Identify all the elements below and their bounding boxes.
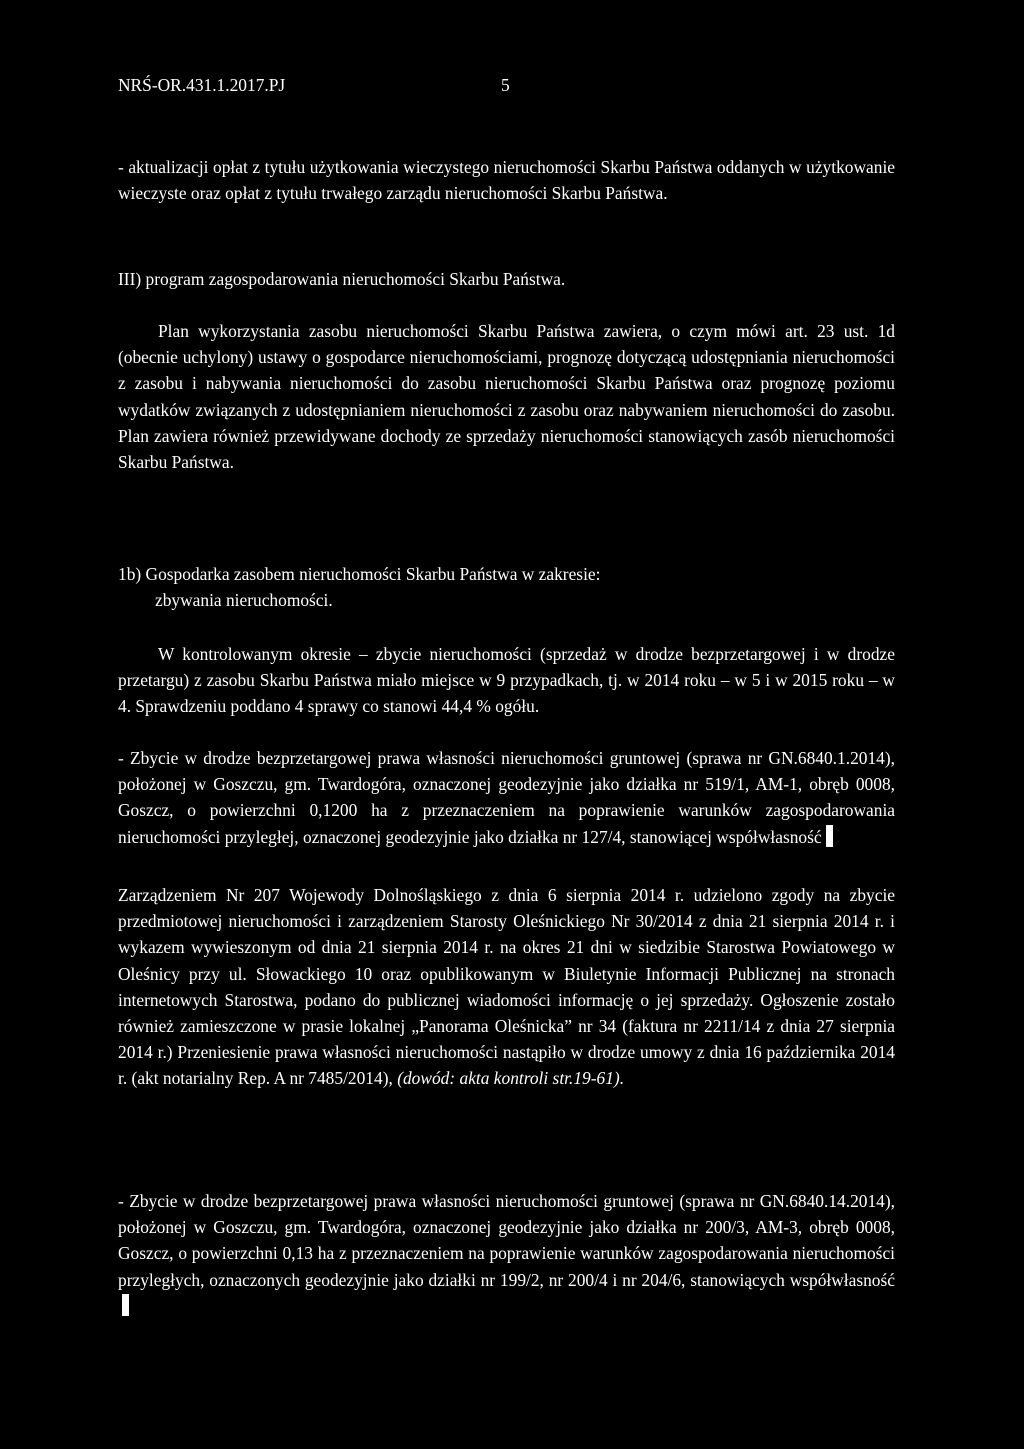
paragraph-text: - Zbycie w drodze bezprzetargowej prawa własności nieruchomości gruntowej (sprawa nr GN.6840.1.2014), położonej w Goszczu, gm. Twardogóra, oznaczonej geodezyjnie jako działka nr 519/1, AM-1, obręb 0008, Goszcz, o powierzchni 0,1200 ha z przeznaczeniem na poprawienie warunków zagospodarowania nieruchomości przyległej, oznaczonej geodezyjnie jako działka nr 127/4, stanowiącej współwłasność <box>118 748 895 847</box>
paragraph-plan-description <box>118 318 895 475</box>
page-number: 5 <box>501 75 510 95</box>
paragraph-text: Zarządzeniem Nr 207 Wojewody Dolnośląskiego z dnia 6 sierpnia 2014 r. udzielono zgody na zbycie przedmiotowej nieruchomości i zarządzeniem Starosty Oleśnickiego Nr 30/2014 z dnia 21 sierpnia 2014 r. i wykazem wywieszonym od dnia 21 sierpnia 2014 r. na okres 21 dni w siedzibie Starostwa Powiatowego w Oleśnicy przy ul. Słowackiego 10 oraz opublikowanym w Biuletynie Informacji Publicznej na stronach internetowych Starostwa, podano do publicznej wiadomości informację o jej sprzedaży. Ogłoszenie zostało również zamieszczone w prasie lokalnej „Panorama Oleśnicka” nr 34 (faktura nr 2211/14 z dnia 27 sierpnia 2014 r.) Przeniesienie prawa własności nieruchomości nastąpiło w drodze umowy z dnia 16 października 2014 r. (akt notarialny Rep. A nr 7485/2014), <box>118 885 895 1089</box>
redaction-mark <box>122 1294 129 1316</box>
paragraph-sale-case-2 <box>118 1188 895 1319</box>
section-heading-iii <box>118 266 895 292</box>
paragraph-sale-case-1 <box>118 745 895 850</box>
redaction-mark <box>826 825 833 847</box>
paragraph-text: Plan wykorzystania zasobu nieruchomości Skarbu Państwa zawiera, o czym mówi art. 23 ust. 1d (obecnie uchylony) ustawy o gospodarce nieruchomościami, prognozę dotyczącą udostępniania nieruchomości z zasobu i nabywania nieruchomości do zasobu nieruchomości Skarbu Państwa oraz prognozę poziomu wydatków związanych z udostępnianiem nieruchomości z zasobu oraz nabywaniem nieruchomości do zasobu. Plan zawiera również przewidywane dochody ze sprzedaży nieruchomości stanowiących zasób nieruchomości Skarbu Państwa. <box>118 321 895 473</box>
heading-line: 1b) Gospodarka zasobem nieruchomości Skarbu Państwa w zakresie: <box>118 564 601 584</box>
paragraph-control-period <box>118 641 895 720</box>
paragraph-text: - aktualizacji opłat z tytułu użytkowania wieczystego nieruchomości Skarbu Państwa oddanych w użytkowanie wieczyste oraz opłat z tytułu trwałego zarządu nieruchomości Skarbu Państwa. <box>118 157 895 204</box>
document-reference: NRŚ-OR.431.1.2017.PJ <box>118 75 286 95</box>
paragraph-text: W kontrolowanym okresie – zbycie nieruchomości (sprzedaż w drodze bezprzetargowej i w drodze przetargu) z zasobu Skarbu Państwa miało miejsce w 9 przypadkach, tj. w 2014 roku – w 5 i w 2015 roku – w 4. Sprawdzeniu poddano 4 sprawy co stanowi 44,4 % ogółu. <box>118 644 895 717</box>
paragraph-sale-case-1-details <box>118 882 895 1092</box>
paragraph-text: - Zbycie w drodze bezprzetargowej prawa własności nieruchomości gruntowej (sprawa nr GN.6840.14.2014), położonej w Goszczu, gm. Twardogóra, oznaczonej geodezyjnie jako działka nr 200/3, AM-3, obręb 0008, Goszcz, o powierzchni 0,13 ha z przeznaczeniem na poprawienie warunków zagospodarowania nieruchomości przyległych, oznaczonych geodezyjnie jako działki nr 199/2, nr 200/4 i nr 204/6, stanowiących współwłasność <box>118 1191 895 1290</box>
section-heading-1b <box>118 561 895 613</box>
paragraph-fee-update <box>118 154 895 206</box>
evidence-reference: (dowód: akta kontroli str.19-61). <box>397 1068 625 1089</box>
heading-line-continued: zbywania nieruchomości. <box>155 590 333 611</box>
heading-text: III) program zagospodarowania nieruchomości Skarbu Państwa. <box>118 269 566 289</box>
